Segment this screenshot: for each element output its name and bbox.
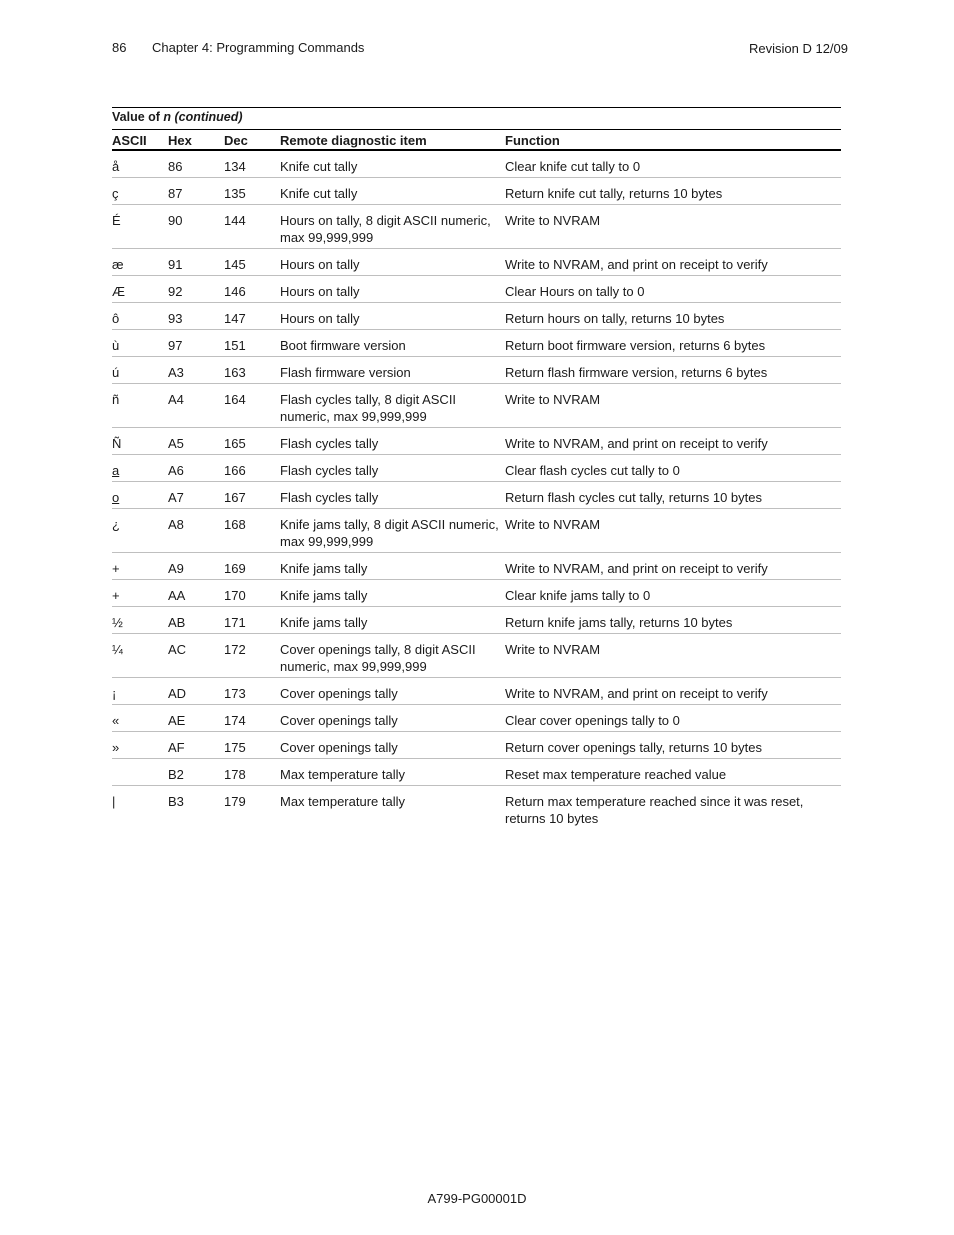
table-row [112,150,841,178]
cell-dec: 178 [224,759,280,786]
cell-ascii: ¿ [112,509,168,553]
cell-function: Write to NVRAM, and print on receipt to verify [505,428,841,455]
column-header-dec: Dec [224,130,280,151]
cell-hex: A3 [168,357,224,384]
page-number: 86 [112,40,127,55]
column-header-function: Function [505,130,841,151]
cell-function: Return flash cycles cut tally, returns 10 bytes [505,482,841,509]
cell-hex: AF [168,732,224,759]
cell-hex: 92 [168,276,224,303]
cell-function: Clear knife jams tally to 0 [505,580,841,607]
table-row [112,357,841,384]
cell-ascii: ù [112,330,168,357]
cell-dec: 174 [224,705,280,732]
cell-hex: A5 [168,428,224,455]
column-header-hex: Hex [168,130,224,151]
cell-ascii: ñ [112,384,168,428]
cell-dec: 145 [224,249,280,276]
cell-function: Clear flash cycles cut tally to 0 [505,455,841,482]
table-row [112,303,841,330]
column-header-ascii: ASCII [112,130,168,151]
cell-ascii: ç [112,178,168,205]
cell-dec: 144 [224,205,280,249]
cell-dec: 167 [224,482,280,509]
document-number: A799-PG00001D [427,1191,527,1206]
cell-function: Clear knife cut tally to 0 [505,150,841,178]
cell-item: Knife jams tally [280,607,505,634]
cell-item: Max temperature tally [280,759,505,786]
cell-function: Return cover openings tally, returns 10 bytes [505,732,841,759]
cell-ascii: + [112,580,168,607]
table-row [112,553,841,580]
cell-ascii: Ñ [112,428,168,455]
cell-item: Cover openings tally [280,678,505,705]
cell-ascii: ô [112,303,168,330]
cell-hex: A8 [168,509,224,553]
cell-function: Clear cover openings tally to 0 [505,705,841,732]
caption-prefix: Value of [112,110,164,124]
cell-item: Flash cycles tally [280,455,505,482]
cell-ascii: å [112,150,168,178]
cell-dec: 166 [224,455,280,482]
cell-ascii: ú [112,357,168,384]
table-row [112,205,841,249]
cell-ascii: ¼ [112,634,168,678]
cell-function: Return flash firmware version, returns 6 bytes [505,357,841,384]
cell-ascii: + [112,553,168,580]
table-row [112,732,841,759]
cell-dec: 163 [224,357,280,384]
cell-function: Return max temperature reached since it was reset, returns 10 bytes [505,794,804,826]
table-row [112,759,841,786]
cell-item: Boot firmware version [280,330,505,357]
cell-ascii: a [112,455,168,482]
cell-dec: 151 [224,330,280,357]
cell-ascii: o [112,482,168,509]
cell-item: Hours on tally, 8 digit ASCII numeric, max 99,999,999 [280,205,505,249]
cell-dec: 175 [224,732,280,759]
cell-function: Write to NVRAM, and print on receipt to verify [505,249,841,276]
table-row [112,786,841,830]
cell-dec: 173 [224,678,280,705]
cell-function: Write to NVRAM, and print on receipt to verify [505,678,841,705]
cell-item: Knife cut tally [280,150,505,178]
table-row [112,678,841,705]
cell-hex: A4 [168,384,224,428]
chapter-title: Chapter 4: Programming Commands [152,40,365,55]
cell-dec: 179 [224,794,246,809]
running-header [112,40,364,55]
table-row [112,580,841,607]
table-row [112,509,841,553]
table-row [112,178,841,205]
table-header-row [112,130,841,151]
cell-ascii: ½ [112,607,168,634]
table-row [112,482,841,509]
cell-function: Write to NVRAM [505,509,841,553]
cell-hex: 90 [168,205,224,249]
cell-hex: AB [168,607,224,634]
cell-dec: 147 [224,303,280,330]
cell-item: Max temperature tally [280,794,405,809]
cell-function: Write to NVRAM [505,205,841,249]
cell-hex: 87 [168,178,224,205]
cell-hex: 97 [168,330,224,357]
cell-ascii [112,759,168,786]
cell-hex: AE [168,705,224,732]
cell-ascii: É [112,205,168,249]
cell-dec: 170 [224,580,280,607]
cell-function: Return hours on tally, returns 10 bytes [505,303,841,330]
cell-item: Cover openings tally [280,732,505,759]
cell-dec: 168 [224,509,280,553]
cell-hex: AA [168,580,224,607]
cell-hex: 93 [168,303,224,330]
cell-ascii: Æ [112,276,168,303]
column-header-item: Remote diagnostic item [280,130,505,151]
cell-ascii: | [112,794,116,809]
table-row [112,330,841,357]
cell-item: Cover openings tally, 8 digit ASCII numeric, max 99,999,999 [280,634,505,678]
cell-function: Write to NVRAM, and print on receipt to verify [505,553,841,580]
table-caption [112,107,841,129]
diagnostic-table-container [112,107,851,829]
cell-ascii: « [112,705,168,732]
table-row [112,607,841,634]
cell-hex: A9 [168,553,224,580]
cell-hex: 91 [168,249,224,276]
cell-dec: 164 [224,384,280,428]
page-footer [0,1191,954,1206]
diagnostic-table [112,129,841,829]
cell-item: Cover openings tally [280,705,505,732]
cell-function: Write to NVRAM [505,384,841,428]
cell-dec: 172 [224,634,280,678]
cell-item: Flash cycles tally, 8 digit ASCII numeric, max 99,999,999 [280,384,505,428]
table-body [112,150,841,829]
table-row [112,455,841,482]
cell-dec: 146 [224,276,280,303]
cell-dec: 169 [224,553,280,580]
table-row [112,384,841,428]
cell-hex: AD [168,678,224,705]
table-row [112,276,841,303]
cell-hex: B2 [168,759,224,786]
cell-dec: 135 [224,178,280,205]
cell-function: Clear Hours on tally to 0 [505,276,841,303]
table-row [112,428,841,455]
cell-dec: 171 [224,607,280,634]
cell-function: Return boot firmware version, returns 6 bytes [505,330,841,357]
cell-ascii: æ [112,249,168,276]
revision-label: Revision D 12/09 [749,41,848,56]
cell-ascii: ¡ [112,678,168,705]
cell-dec: 165 [224,428,280,455]
cell-item: Knife cut tally [280,178,505,205]
cell-item: Flash firmware version [280,357,505,384]
cell-item: Knife jams tally [280,553,505,580]
cell-hex: A6 [168,455,224,482]
cell-dec: 134 [224,150,280,178]
table-row [112,705,841,732]
cell-item: Knife jams tally, 8 digit ASCII numeric, max 99,999,999 [280,509,505,553]
cell-item: Flash cycles tally [280,428,505,455]
cell-function: Return knife cut tally, returns 10 bytes [505,178,841,205]
table-row [112,634,841,678]
cell-hex: B3 [168,794,184,809]
cell-hex: A7 [168,482,224,509]
cell-hex: 86 [168,150,224,178]
table-row [112,249,841,276]
cell-function: Write to NVRAM [505,634,841,678]
cell-item: Flash cycles tally [280,482,505,509]
cell-function: Return knife jams tally, returns 10 bytes [505,607,841,634]
cell-item: Hours on tally [280,276,505,303]
cell-item: Knife jams tally [280,580,505,607]
caption-variable: n (continued) [163,110,243,124]
cell-function: Reset max temperature reached value [505,759,841,786]
cell-item: Hours on tally [280,303,505,330]
cell-ascii: » [112,732,168,759]
cell-item: Hours on tally [280,249,505,276]
cell-hex: AC [168,634,224,678]
